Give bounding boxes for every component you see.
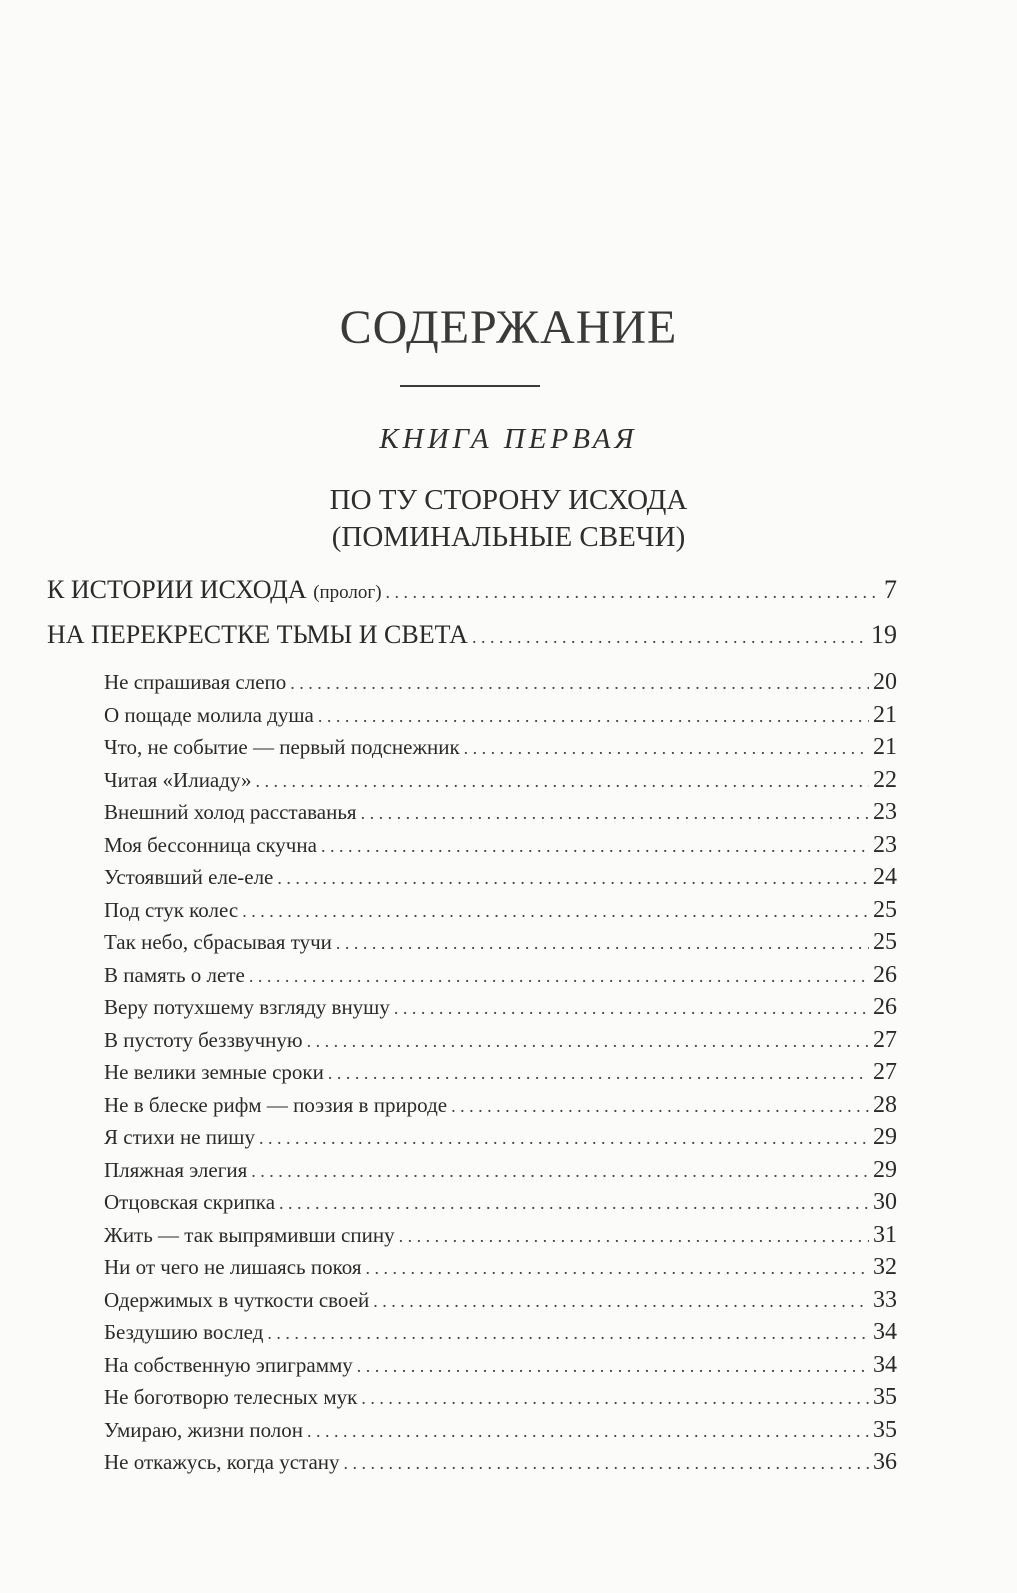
part-heading-line-2: (ПОМИНАЛЬНЫЕ СВЕЧИ)	[331, 521, 686, 553]
dot-leader	[472, 627, 867, 648]
dot-leader	[344, 1453, 869, 1474]
toc-page-number: 26	[873, 994, 897, 1020]
dot-leader	[321, 836, 869, 857]
dot-leader	[251, 1161, 869, 1182]
toc-poem-title: Что, не событие — первый подснежник	[104, 735, 460, 759]
toc-section-title: К ИСТОРИИ ИСХОДА (пролог)	[47, 575, 382, 604]
toc-poem-title: Я стихи не пишу	[104, 1125, 255, 1149]
toc-poem-title: На собственную эпиграмму	[104, 1352, 353, 1377]
toc-poem-entry	[47, 1189, 897, 1222]
dot-leader	[361, 803, 869, 824]
toc-page-number: 34	[873, 1351, 897, 1378]
toc-poem-entry	[47, 832, 897, 865]
dot-leader	[318, 706, 869, 727]
toc-page-number: 27	[873, 1026, 897, 1053]
toc-section-entry	[47, 575, 897, 620]
toc-poem-entry	[47, 962, 897, 995]
toc-poem-title: Отцовская скрипка	[104, 1190, 276, 1214]
toc-poem-title: Под стук колес	[104, 897, 239, 922]
toc-poem-title: Не велики земные сроки	[104, 1060, 324, 1084]
toc-poem-entry	[47, 994, 897, 1027]
toc-poem-title: Жить — так выпрямивши спину	[104, 1222, 395, 1247]
toc-poem-entry	[47, 929, 897, 962]
toc-poem-title: Не откажусь, когда устану	[104, 1450, 340, 1474]
toc-poem-entry	[47, 1319, 897, 1352]
toc-poem-entry	[47, 734, 897, 767]
dot-leader	[290, 673, 869, 694]
toc-page-number: 20	[873, 669, 897, 695]
toc-page-number: 25	[873, 929, 897, 955]
dot-leader	[277, 868, 869, 889]
toc-poem-entry	[47, 799, 897, 832]
dot-leader	[242, 901, 869, 922]
toc-poem-entry	[47, 1124, 897, 1157]
toc-poem-title: Не в блеске рифм — поэзия в природе	[104, 1092, 448, 1117]
toc-poem-entry	[47, 1449, 897, 1482]
toc-page-number: 28	[873, 1091, 897, 1118]
toc-section-entry	[47, 620, 897, 665]
toc-page-number: 30	[873, 1189, 897, 1215]
toc-poem-title: Читая «Илиаду»	[104, 767, 252, 792]
toc-page-number: 21	[873, 701, 897, 728]
toc-poem-entry	[47, 864, 897, 897]
dot-leader	[386, 582, 880, 603]
toc-poem-title: О пощаде молила душа	[104, 702, 314, 727]
toc-page-number: 33	[873, 1286, 897, 1313]
dot-leader	[357, 1356, 869, 1377]
toc-page-number: 27	[873, 1059, 897, 1085]
toc-poem-title: Умираю, жизни полон	[104, 1417, 304, 1442]
dot-leader	[336, 933, 869, 954]
toc-poem-entry	[47, 767, 897, 800]
toc-section-title: НА ПЕРЕКРЕСТКЕ ТЬМЫ И СВЕТА	[47, 620, 468, 649]
toc-page-number: 31	[873, 1221, 897, 1248]
toc-page-number: 32	[873, 1254, 897, 1280]
toc-poem-title: Не боготворю телесных мук	[104, 1385, 358, 1409]
toc-page-number: 22	[873, 766, 897, 793]
toc-poem-title: Моя бессонница скучна	[104, 832, 317, 857]
dot-leader	[279, 1193, 869, 1214]
toc-poem-entry	[47, 1287, 897, 1320]
toc-page-number: 35	[873, 1384, 897, 1410]
dot-leader	[255, 771, 869, 792]
toc-page-number: 34	[873, 1319, 897, 1345]
toc-poem-title: В память о лете	[104, 962, 245, 987]
dot-leader	[307, 1421, 869, 1442]
toc-section-note: (пролог)	[313, 582, 382, 603]
toc-poem-entry	[47, 1027, 897, 1060]
toc-page-number: 23	[873, 831, 897, 858]
toc-poem-entry	[47, 1059, 897, 1092]
toc-poem-title: Устоявший еле-еле	[104, 865, 274, 889]
toc-page-number: 23	[873, 799, 897, 825]
toc-poem-entry	[47, 1254, 897, 1287]
toc-poem-entry	[47, 1222, 897, 1255]
toc-poem-entry	[47, 897, 897, 930]
title-divider	[400, 385, 540, 387]
toc-poem-title: Внешний холод расставанья	[104, 800, 357, 824]
dot-leader	[451, 1096, 869, 1117]
toc-page-number: 25	[873, 896, 897, 923]
dot-leader	[249, 966, 869, 987]
dot-leader	[267, 1323, 869, 1344]
book-heading: КНИГА ПЕРВАЯ	[379, 423, 638, 455]
toc-poem-entry	[47, 1157, 897, 1190]
part-heading	[0, 482, 1017, 556]
toc-poem-entry	[47, 1352, 897, 1385]
dot-leader	[394, 998, 869, 1019]
toc-poem-entry	[47, 669, 897, 702]
dot-leader	[328, 1063, 869, 1084]
dot-leader	[366, 1258, 870, 1279]
toc-poem-title: Так небо, сбрасывая тучи	[104, 930, 332, 954]
dot-leader	[259, 1128, 869, 1149]
toc-poem-entry	[47, 1092, 897, 1125]
toc-page-number: 36	[873, 1449, 897, 1475]
poem-list	[47, 669, 897, 1482]
toc-poem-title: Одержимых в чуткости своей	[104, 1287, 370, 1312]
toc-poem-title: Пляжная элегия	[104, 1157, 248, 1182]
toc-poem-title: Бездушию вослед	[104, 1320, 264, 1344]
dot-leader	[464, 738, 869, 759]
toc-poem-entry	[47, 1384, 897, 1417]
toc-page-number: 26	[873, 961, 897, 988]
toc-page-number: 21	[873, 734, 897, 760]
toc-poem-entry	[47, 1417, 897, 1450]
toc-page-number: 35	[873, 1416, 897, 1443]
toc-page-number: 29	[873, 1156, 897, 1183]
toc-poem-title: Веру потухшему взгляду внушу	[104, 995, 390, 1019]
page-title: СОДЕРЖАНИЕ	[339, 301, 678, 354]
part-heading-line-1: ПО ТУ СТОРОНУ ИСХОДА	[329, 484, 688, 516]
toc-page-number: 19	[871, 620, 897, 649]
dot-leader	[361, 1388, 869, 1409]
toc-poem-title: Ни от чего не лишаясь покоя	[104, 1255, 362, 1279]
dot-leader	[307, 1031, 869, 1052]
dot-leader	[373, 1291, 869, 1312]
toc-poem-entry	[47, 702, 897, 735]
dot-leader	[399, 1226, 869, 1247]
toc-page-number: 7	[884, 575, 897, 604]
toc-poem-title: Не спрашивая слепо	[104, 670, 287, 694]
toc-poem-title: В пустоту беззвучную	[104, 1027, 303, 1052]
toc-page-number: 29	[873, 1124, 897, 1150]
table-of-contents	[47, 575, 897, 1482]
toc-page-number: 24	[873, 864, 897, 890]
